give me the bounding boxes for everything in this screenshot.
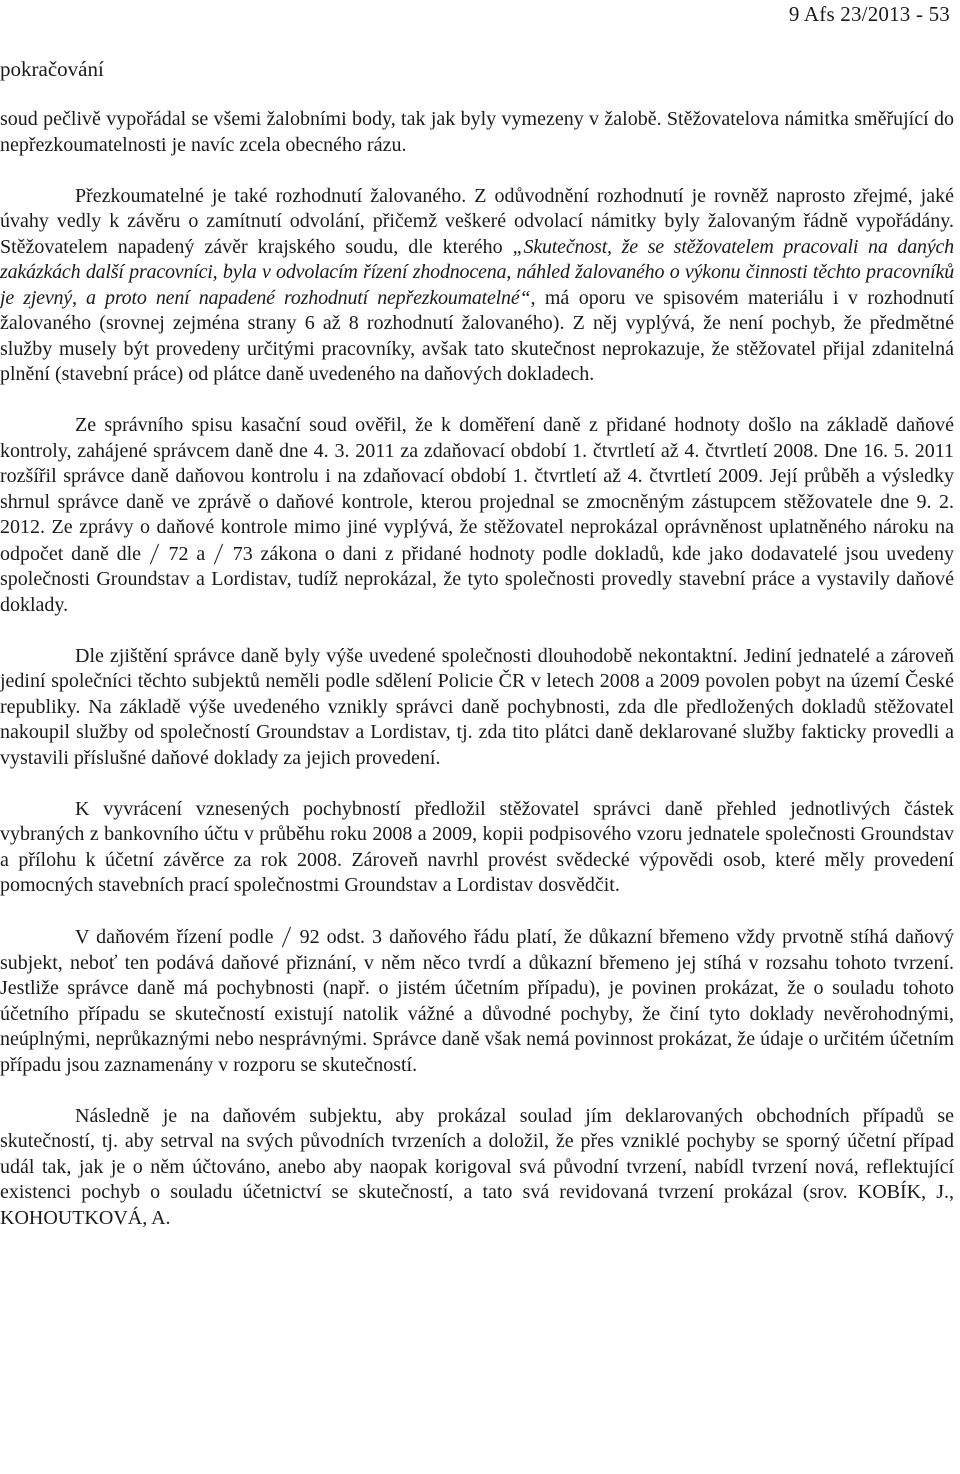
paragraph-4: Dle zjištění správce daně byly výše uvedené společnosti dlouhodobě nekontaktní. Jediní jednatelé a zároveň jediní společníci těchto subjektů neměli podle sdělení Policie ČR v letech 2008 a 2009 povolen pobyt na území České republiky. Na základě výše uvedeného vznikly správci daně pochybnosti, zda dle předložených dokladů stěžovatel nakoupil služby od společností Groundstav a Lordistav, tj. zda tito plátci daně deklarované služby fakticky provedli a vystavili příslušné daňové doklady za jejich provedení. (0, 644, 954, 769)
paragraph-3 (0, 413, 954, 618)
paragraph-1: soud pečlivě vypořádal se všemi žalobními body, tak jak byly vymezeny v žalobě. Stěžovatelova námitka směřující do nepřezkoumatelnosti je navíc zcela obecného rázu. (0, 108, 954, 156)
paragraph-6 (0, 924, 954, 1078)
paragraph-6-text-b: 92 odst. 3 daňového řádu platí, že důkazní břemeno vždy prvotně stíhá daňový subjekt, neboť ten podává daňové přiznání, v něm něco tvrdí a důkazní břemeno jej stíhá v rozsahu tohoto tvrzení. Jestliže správce daně má pochybnosti (např. o jistém účetním případu), je povinen prokázat, že o souladu tohoto účetního případu se skutečností existují natolik vážné a důvodné pochyby, že činí tyto doklady nevěrohodnými, neúplnými, neprůkaznými nebo nesprávnými. Správce daně však nemá povinnost prokázat, že údaje o určitém účetním případu jsou zaznamenány v rozporu se skutečností. (0, 926, 954, 1076)
document-body (0, 107, 954, 1257)
paragraph-3-text-a: Ze správního spisu kasační soud ověřil, že k doměření daně z přidané hodnoty došlo na základě daňové kontroly, zahájené správcem daně dne 4. 3. 2011 za zdaňovací období 1. čtvrtletí až 4. čtvrtletí 2008. Dne 16. 5. 2011 rozšířil správce daně daňovou kontrolu i na zdaňovací období 1. čtvrtletí až 4. čtvrtletí 2009. Její průběh a výsledky shrnul správce daně ve zprávě o daňové kontrole, kterou projednal se zmocněným zástupcem stěžovatele dne 9. 2. 2012. Ze zprávy o daňové kontrole mimo jiné vyplývá, že stěžovatel neprokázal oprávněnost uplatněného nároku na odpočet daně dle (0, 414, 954, 565)
section-sign-icon (281, 924, 293, 950)
paragraph-3-text-c: 73 zákona o dani z přidané hodnoty podle dokladů, kde jako dodavatelé jsou uvedeny společnosti Groundstav a Lordistav, tudíž neprokázal, že tyto společnosti provedly stavební práce a vystavily daňové doklady. (0, 542, 954, 616)
court-quote: „Skutečnost, že se stěžovatelem pracovali na daných zakázkách další pracovníci, byla v odvolacím řízení zhodnocena, náhled žalovaného o výkonu činnosti těchto pracovníků je zjevný, a proto není napadené rozhodnutí nepřezkoumatelné“ (0, 235, 954, 309)
case-number: 9 Afs 23/2013 - 53 (788, 2, 950, 26)
paragraph-6-text-a: V daňovém řízení podle (75, 926, 281, 948)
paragraph-3-text-b: 72 a (160, 542, 213, 565)
continued-label: pokračování (0, 57, 104, 81)
section-sign-icon (149, 541, 161, 567)
paragraph-2-text-b: , má oporu ve spisovém materiálu i v rozhodnutí žalovaného (srovnej zejména strany 6 až 8 rozhodnutí žalovaného). Z něj vyplývá, že není pochyb, že předmětné služby musely být provedeny určitými pracovníky, avšak tato skutečnost neprokazuje, že stěžovatel přijal zdanitelná plnění (stavební práce) od plátce daně uvedeného na daňových dokladech. (0, 286, 954, 385)
paragraph-7: Následně je na daňovém subjektu, aby prokázal soulad jím deklarovaných obchodních případů se skutečností, tj. aby setrval na svých původních tvrzeních a doložil, že přes vzniklé pochyby se sporný účetní případ udál tak, jak je o něm účtováno, anebo aby naopak korigoval svá původní tvrzení, nabídl tvrzení nová, reflektující existenci pochyb o souladu účetnictví se skutečností, a tato svá revidovaná tvrzení prokázal (srov. KOBÍK, J., KOHOUTKOVÁ, A. (0, 1104, 954, 1229)
paragraph-2-text-a: Přezkoumatelné je také rozhodnutí žalovaného. Z odůvodnění rozhodnutí je rovněž naprosto zřejmé, jaké úvahy vedly k závěru o zamítnutí odvolání, přičemž veškeré odvolací námitky byly žalovaným řádně vypořádány. Stěžovatelem napadený závěr krajského soudu, dle kterého (0, 184, 954, 258)
paragraph-2 (0, 184, 954, 388)
paragraph-5: K vyvrácení vznesených pochybností předložil stěžovatel správci daně přehled jednotlivých částek vybraných z bankovního účtu v průběhu roku 2008 a 2009, kopii podpisového vzoru jednatele společnosti Groundstav a přílohu k účetní závěrce za rok 2008. Zároveň navrhl provést svědecké výpovědi osob, které měly provedení pomocných stavebních prací společnostmi Groundstav a Lordistav dosvědčit. (0, 797, 954, 896)
section-sign-icon (213, 541, 225, 567)
